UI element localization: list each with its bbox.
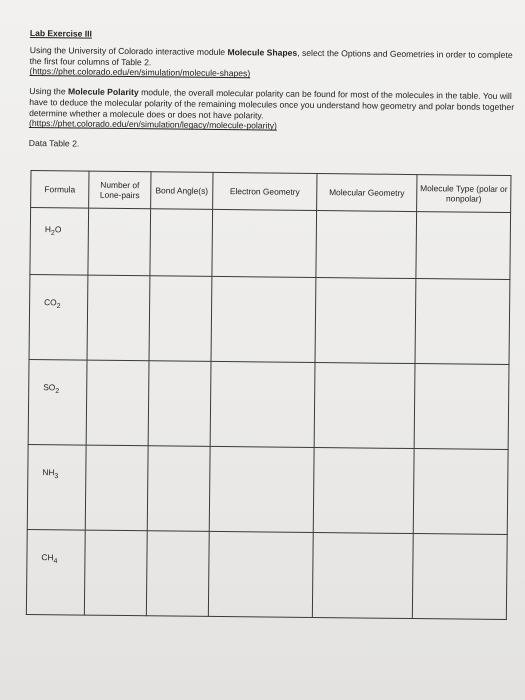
answer-cell[interactable]	[211, 277, 316, 363]
answer-cell[interactable]	[150, 209, 213, 277]
formula-base: NH	[42, 467, 55, 478]
worksheet-page	[24, 28, 515, 620]
header-bond-angles: Bond Angle(s)	[151, 172, 213, 210]
answer-cell[interactable]	[87, 275, 150, 361]
formula-base: SO	[43, 382, 56, 393]
answer-cell[interactable]	[413, 449, 508, 535]
answer-cell[interactable]	[86, 360, 149, 446]
formula-base: CO	[44, 297, 57, 308]
formula-sub: 4	[53, 558, 58, 566]
table-header-row	[31, 171, 511, 213]
header-molecular-geometry: Molecular Geometry	[317, 174, 417, 212]
formula-cell	[28, 360, 87, 446]
para2-text-b: module, the overall molecular polarity can be found for most of the molecules in the table. You will have to deduce the molecular polarity of the remaining molecules once you understand how geometry and polar bonds together determine whether a molecule does or does not have polarity.	[29, 87, 515, 121]
para1-text-b: , select the Options and Geometries in order to complete the first four columns of Table 2.	[29, 47, 513, 68]
para2-text-a: Using the	[29, 86, 69, 97]
header-formula: Formula	[31, 171, 89, 209]
formula-cell	[29, 275, 88, 361]
answer-cell[interactable]	[85, 445, 148, 531]
formula-cell	[26, 530, 85, 616]
formula-rest: O	[54, 224, 62, 235]
formula-cell	[27, 445, 86, 531]
answer-cell[interactable]	[84, 530, 147, 616]
lab-heading: Lab Exercise III	[29, 28, 92, 39]
table-row	[29, 275, 510, 365]
answer-cell[interactable]	[149, 276, 212, 362]
table-row	[30, 208, 511, 280]
para1-text-a: Using the University of Colorado interactive module	[29, 44, 228, 58]
answer-cell[interactable]	[312, 533, 413, 619]
answer-cell[interactable]	[313, 448, 414, 534]
answer-cell[interactable]	[212, 210, 317, 278]
answer-cell[interactable]	[416, 212, 511, 280]
answer-cell[interactable]	[315, 278, 416, 364]
table-row	[27, 445, 508, 535]
header-electron-geometry: Electron Geometry	[213, 173, 317, 211]
formula-sub: 2	[55, 388, 60, 396]
table-label: Data Table 2.	[28, 138, 80, 149]
answer-cell[interactable]	[210, 362, 315, 448]
formula-sub: 2	[56, 303, 61, 311]
answer-cell[interactable]	[147, 446, 210, 532]
molecule-shapes-link[interactable]: (https://phet.colorado.edu/en/simulation/molecule-shapes)	[29, 66, 251, 79]
formula-sub: 2	[50, 230, 55, 238]
header-molecule-type: Molecule Type (polar or nonpolar)	[417, 175, 511, 213]
answer-cell[interactable]	[414, 364, 509, 450]
answer-cell[interactable]	[148, 361, 211, 447]
data-table-2	[26, 170, 512, 620]
answer-cell[interactable]	[415, 279, 510, 365]
answer-cell[interactable]	[412, 534, 507, 620]
answer-cell[interactable]	[209, 447, 314, 533]
table-row	[28, 360, 509, 450]
molecule-polarity-link[interactable]: (https://phet.colorado.edu/en/simulation/legacy/molecule-polarity)	[28, 118, 277, 131]
para2-bold: Molecule Polarity	[67, 86, 139, 98]
formula-sub: 3	[54, 473, 59, 481]
header-lone-pairs: Number of Lone-pairs	[89, 171, 151, 209]
instructions-paragraph-1	[29, 45, 514, 82]
formula-cell	[30, 208, 89, 276]
formula-base: CH	[41, 552, 54, 563]
para1-bold: Molecule Shapes	[227, 47, 298, 58]
answer-cell[interactable]	[314, 363, 415, 449]
formula-base: H	[44, 224, 52, 235]
instructions-paragraph-2	[29, 86, 514, 134]
answer-cell[interactable]	[146, 531, 209, 617]
table-row	[26, 530, 507, 620]
answer-cell[interactable]	[316, 211, 417, 279]
answer-cell[interactable]	[88, 208, 151, 276]
answer-cell[interactable]	[208, 532, 313, 618]
